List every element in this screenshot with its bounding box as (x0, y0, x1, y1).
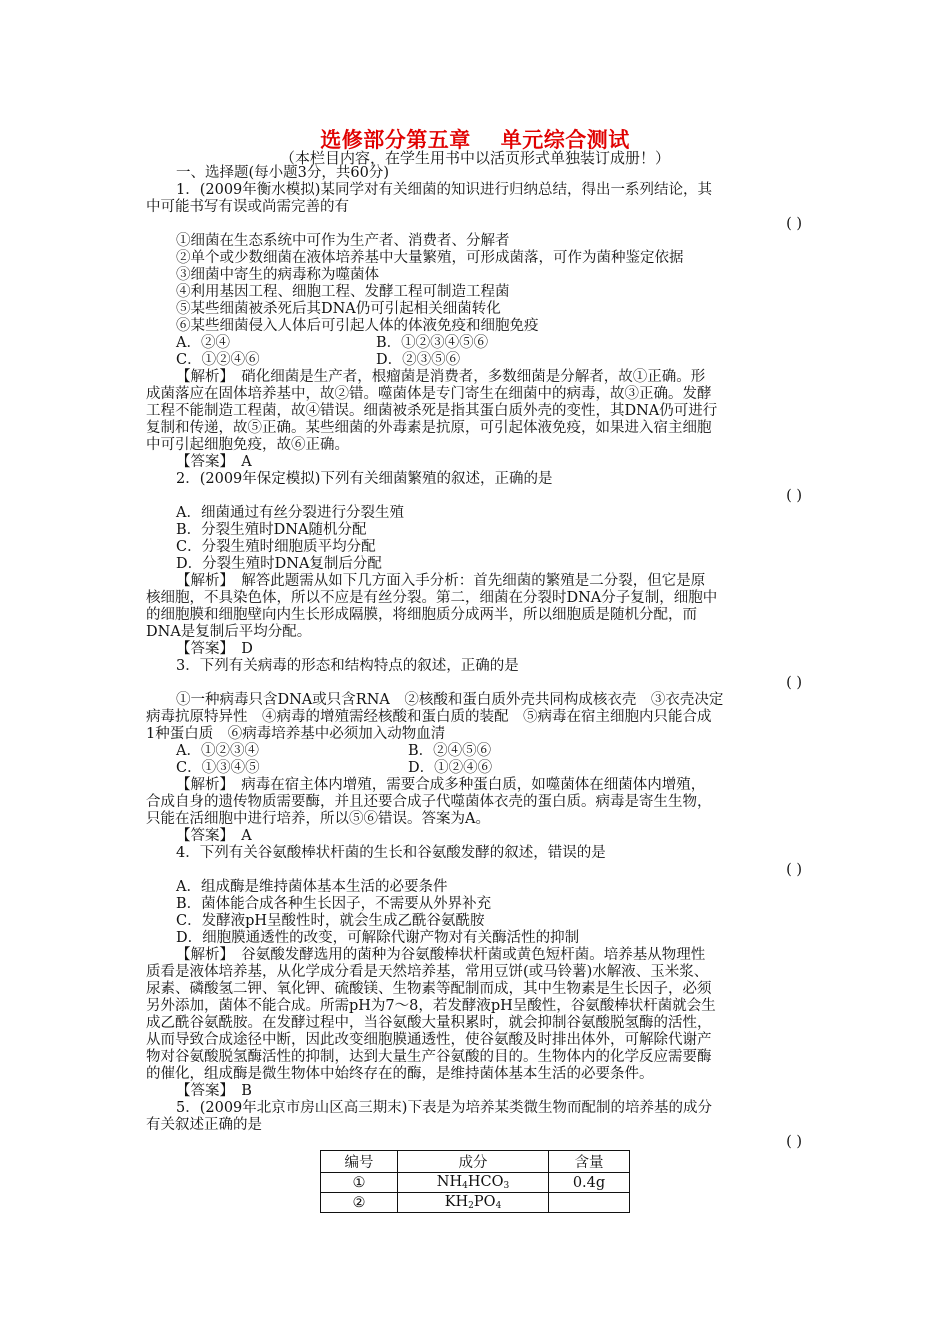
row-number: ① (321, 1173, 398, 1193)
q2-option-c: C．分裂生殖时细胞质平均分配 (176, 539, 376, 555)
q4-option-c: C．发酵液pH呈酸性时，就会生成乙酰谷氨酰胺 (176, 913, 485, 929)
q1-analysis-line2: 成菌落应在固体培养基中，故②错。噬菌体是专门寄生在细菌中的病毒，故③正确。发酵 (146, 386, 712, 402)
q1-answer-blank: ( ) (786, 216, 802, 232)
q1-option-c: C．①②④⑥ (176, 352, 260, 368)
row-component: $KH_2PO_4$ (398, 1193, 549, 1213)
q2-option-a: A．细菌通过有丝分裂进行分裂生殖 (176, 505, 404, 521)
q1-statement-4: ④利用基因工程、细胞工程、发酵工程可制造工程菌 (176, 284, 510, 300)
q4-answer: 【答案】 B (176, 1083, 252, 1099)
table-row (321, 1193, 630, 1213)
q4-stem: 4．下列有关谷氨酸棒状杆菌的生长和谷氨酸发酵的叙述，错误的是 (176, 845, 606, 861)
header-number: 编号 (321, 1151, 398, 1173)
q3-stem: 3．下列有关病毒的形态和结构特点的叙述，正确的是 (176, 658, 519, 674)
q2-analysis-line2: 核细胞，不具染色体，所以不应是有丝分裂。第二，细菌在分裂时DNA分子复制，细胞中 (146, 590, 718, 606)
q1-statement-5: ⑤某些细菌被杀死后其DNA仍可引起相关细菌转化 (176, 301, 501, 317)
row-amount (549, 1193, 630, 1213)
row-number: ② (321, 1193, 398, 1213)
q5-stem-line2: 有关叙述正确的是 (146, 1117, 262, 1133)
row-component: $NH_4HCO_3$ (398, 1173, 549, 1193)
q3-statements-line3: 1种蛋白质 ⑥病毒培养基中必须加入动物血清 (146, 726, 446, 742)
q1-options-cd (146, 352, 806, 369)
q1-answer: 【答案】 A (176, 454, 252, 470)
q4-analysis-line8: 的催化，组成酶是微生物体中始终存在的酶，是维持菌体基本生活的必要条件。 (146, 1066, 654, 1082)
q1-options-ab (146, 335, 806, 352)
q1-option-a: A．②④ (176, 335, 230, 351)
q3-analysis-line1: 【解析】 病毒在宿主体内增殖，需要合成多种蛋白质，如噬菌体在细菌体内增殖， (176, 777, 706, 793)
q1-statement-3: ③细菌中寄生的病毒称为噬菌体 (176, 267, 379, 283)
q4-analysis-line1: 【解析】 谷氨酸发酵选用的菌种为谷氨酸棒状杆菌或黄色短杆菌。培养基从物理性 (176, 947, 706, 963)
q1-statement-6: ⑥某些细菌侵入人体后可引起人体的体液免疫和细胞免疫 (176, 318, 539, 334)
q3-analysis-line3: 只能在活细胞中进行培养，所以⑤⑥错误。答案为A。 (146, 811, 490, 827)
page-subtitle: （本栏目内容，在学生用书中以活页形式单独装订成册！） (279, 149, 670, 167)
table-header-row (321, 1151, 630, 1173)
q3-option-c: C．①③④⑤ (176, 760, 260, 776)
header-amount: 含量 (549, 1151, 630, 1173)
q3-statements-line2: 病毒抗原特异性 ④病毒的增殖需经核酸和蛋白质的装配 ⑤病毒在宿主细胞内只能合成 (146, 709, 712, 725)
q4-option-b: B．菌体能合成各种生长因子，不需要从外界补充 (176, 896, 492, 912)
q4-option-a: A．组成酶是维持菌体基本生活的必要条件 (176, 879, 448, 895)
q3-analysis-line2: 合成自身的遗传物质需要酶，并且还要合成子代噬菌体衣壳的蛋白质。病毒是寄生生物， (146, 794, 712, 810)
q4-analysis-line6: 从而导致合成途径中断，因此改变细胞膜通透性，使谷氨酸及时排出体外，可解除代谢产 (146, 1032, 712, 1048)
q1-analysis-line4: 复制和传递，故⑤正确。某些细菌的外毒素是抗原，可引起体液免疫，如果进入宿主细胞 (146, 420, 712, 436)
q2-answer: 【答案】 D (176, 641, 253, 657)
q3-statements-line1: ①一种病毒只含DNA或只含RNA ②核酸和蛋白质外壳共同构成核衣壳 ③衣壳决定 (176, 692, 724, 708)
title-part-test: 单元综合测试 (500, 127, 630, 152)
q3-answer: 【答案】 A (176, 828, 252, 844)
q4-analysis-line3: 尿素、磷酸氢二钾、氧化钾、硫酸镁、生物素等配制而成，其中生物素是生长因子，必须 (146, 981, 712, 997)
q1-statement-1: ①细菌在生态系统中可作为生产者、消费者、分解者 (176, 233, 510, 249)
q2-analysis-line3: 的细胞膜和细胞壁向内生长形成隔膜，将细胞质分成两半，所以细胞质是随机分配，而 (146, 607, 697, 623)
q3-option-b: B．②④⑤⑥ (408, 743, 492, 759)
q3-options-ab (146, 743, 806, 760)
q5-answer-blank: ( ) (786, 1134, 802, 1150)
q4-answer-blank: ( ) (786, 862, 802, 878)
row-amount: 0.4g (549, 1173, 630, 1193)
q2-analysis-line1: 【解析】 解答此题需从如下几方面入手分析：首先细菌的繁殖是二分裂，但它是原 (176, 573, 706, 589)
q1-stem-line2: 中可能书写有误或尚需完善的有 (146, 199, 349, 215)
q1-analysis-line3: 工程不能制造工程菌，故④错误。细菌被杀死是指其蛋白质外壳的变性，其DNA仍可进行 (146, 403, 718, 419)
header-component: 成分 (398, 1151, 549, 1173)
q5-stem-line1: 5．(2009年北京市房山区高三期末)下表是为培养某类微生物而配制的培养基的成分 (176, 1100, 712, 1116)
q3-answer-blank: ( ) (786, 675, 802, 691)
q1-analysis-line1: 【解析】 硝化细菌是生产者，根瘤菌是消费者，多数细菌是分解者，故①正确。形 (176, 369, 706, 385)
title-part-chapter: 选修部分第五章 (320, 127, 471, 152)
q3-option-d: D．①②④⑥ (408, 760, 493, 776)
table-row (321, 1173, 630, 1193)
q4-analysis-line7: 物对谷氨酸脱氢酶活性的抑制，达到大量生产谷氨酸的目的。生物体内的化学反应需要酶 (146, 1049, 712, 1065)
q1-option-b: B．①②③④⑤⑥ (376, 335, 489, 351)
q2-option-b: B．分裂生殖时DNA随机分配 (176, 522, 367, 538)
q1-analysis-line5: 中可引起细胞免疫，故⑥正确。 (146, 437, 349, 453)
section-heading: 一、选择题(每小题3分，共60分) (176, 165, 389, 181)
q1-statement-2: ②单个或少数细菌在液体培养基中大量繁殖，可形成菌落，可作为菌种鉴定依据 (176, 250, 684, 266)
q4-analysis-line2: 质看是液体培养基，从化学成分看是天然培养基，常用豆饼(或马铃薯)水解液、玉米浆、 (146, 964, 709, 980)
q1-stem-line1: 1．(2009年衡水模拟)某同学对有关细菌的知识进行归纳总结，得出一系列结论，其 (176, 182, 712, 198)
q2-analysis-line4: DNA是复制后平均分配。 (146, 624, 312, 640)
q3-option-a: A．①②③④ (176, 743, 259, 759)
q4-analysis-line5: 成乙酰谷氨酰胺。在发酵过程中，当谷氨酸大量积累时，就会抑制谷氨酸脱氢酶的活性， (146, 1015, 712, 1031)
q4-analysis-line4: 另外添加，菌体不能合成。所需pH为7～8，若发酵液pH呈酸性，谷氨酸棒状杆菌就会生 (146, 998, 716, 1014)
q3-options-cd (146, 760, 806, 777)
q2-stem: 2．(2009年保定模拟)下列有关细菌繁殖的叙述，正确的是 (176, 471, 553, 487)
q4-option-d: D．细胞膜通透性的改变，可解除代谢产物对有关酶活性的抑制 (176, 930, 580, 946)
medium-composition-table (320, 1150, 630, 1213)
q2-option-d: D．分裂生殖时DNA复制后分配 (176, 556, 382, 572)
q2-answer-blank: ( ) (786, 488, 802, 504)
q1-option-d: D．②③⑤⑥ (376, 352, 461, 368)
question-content (146, 165, 806, 1151)
